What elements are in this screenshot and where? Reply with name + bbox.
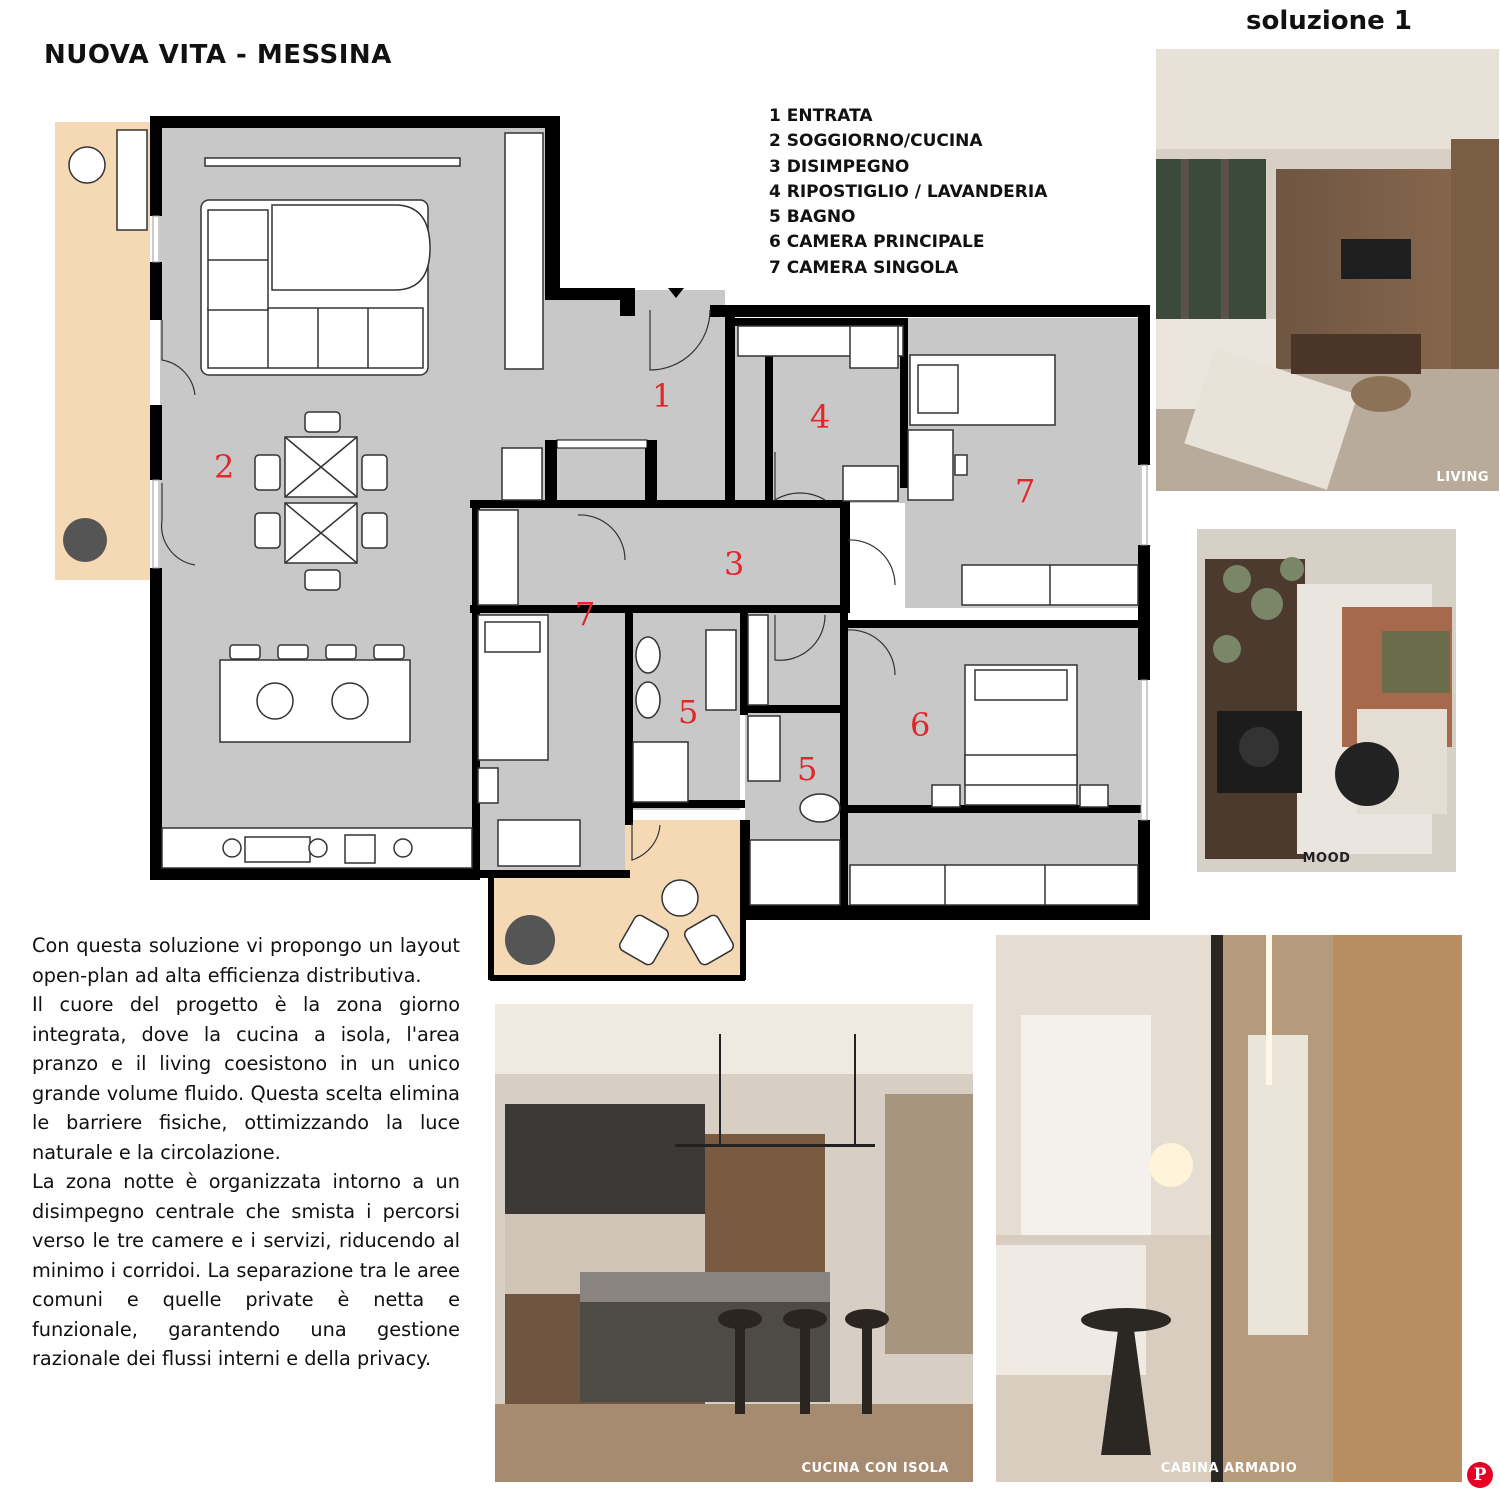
kitchen-caption: CUCINA CON ISOLA [801, 1461, 949, 1476]
legend-item: 6 CAMERA PRINCIPALE [769, 232, 985, 253]
description-paragraph: La zona notte è organizzata intorno a un disimpegno centrale che smista i percorsi verso le tre camere e i servizi, riducendo al minimo i corridoi. La separazione tra le aree comuni e quelle private è netta e funzionale, garantendo una gestione razionale dei flussi interni e della privacy. [32, 1170, 460, 1370]
rug [272, 205, 430, 290]
description-paragraph: Con questa soluzione vi propongo un layout open-plan ad alta efficienza distributiva. [32, 934, 460, 987]
living-caption: LIVING [1436, 470, 1489, 485]
hall-floor [475, 505, 845, 610]
wardrobe-photo [996, 935, 1462, 1482]
room-number-7b: 7 [575, 595, 596, 633]
wardrobe-caption: CABINA ARMADIO [1160, 1461, 1298, 1476]
room-number-6: 6 [910, 706, 931, 744]
room-number-3: 3 [724, 545, 745, 583]
page-title: NUOVA VITA - MESSINA [44, 40, 392, 70]
plant-pot [69, 147, 105, 183]
room-number-7a: 7 [1015, 472, 1036, 510]
room-number-5b: 5 [797, 750, 818, 788]
mood-caption: MOOD [1302, 851, 1351, 866]
legend-item: 4 RIPOSTIGLIO / LAVANDERIA [769, 181, 1048, 202]
living-photo [1156, 49, 1499, 491]
mood-board [1197, 529, 1456, 872]
room-number-2: 2 [214, 448, 235, 486]
tall-cabinet [505, 133, 543, 369]
legend-item: 5 BAGNO [769, 207, 856, 228]
tv-cabinet [205, 158, 460, 166]
legend-item: 7 CAMERA SINGOLA [769, 257, 959, 278]
legend-item: 2 SOGGIORNO/CUCINA [769, 131, 983, 152]
room-number-4: 4 [810, 398, 831, 436]
project-description [32, 931, 460, 1374]
floor-plan [40, 110, 1160, 990]
bench [117, 130, 147, 230]
room-number-1: 1 [652, 377, 673, 415]
legend-item: 1 ENTRATA [769, 106, 873, 126]
wardrobe-6 [850, 865, 1138, 905]
solution-label: soluzione 1 [1246, 6, 1412, 36]
kitchen-island [220, 660, 410, 742]
kitchen-photo [495, 1004, 973, 1482]
description-paragraph: Il cuore del progetto è la zona giorno integrata, dove la cucina a isola, l'area pranzo e il living coesistono in un unico grande volume fluido. Questa scelta elimina le barriere fisiche, ottimizzando la luce naturale e la circolazione. [32, 993, 460, 1164]
entrance-floor [545, 290, 725, 500]
desk [498, 820, 580, 866]
legend-item: 3 DISIMPEGNO [769, 156, 910, 177]
room-number-5a: 5 [678, 693, 699, 731]
pinterest-icon[interactable]: P [1467, 1462, 1493, 1488]
